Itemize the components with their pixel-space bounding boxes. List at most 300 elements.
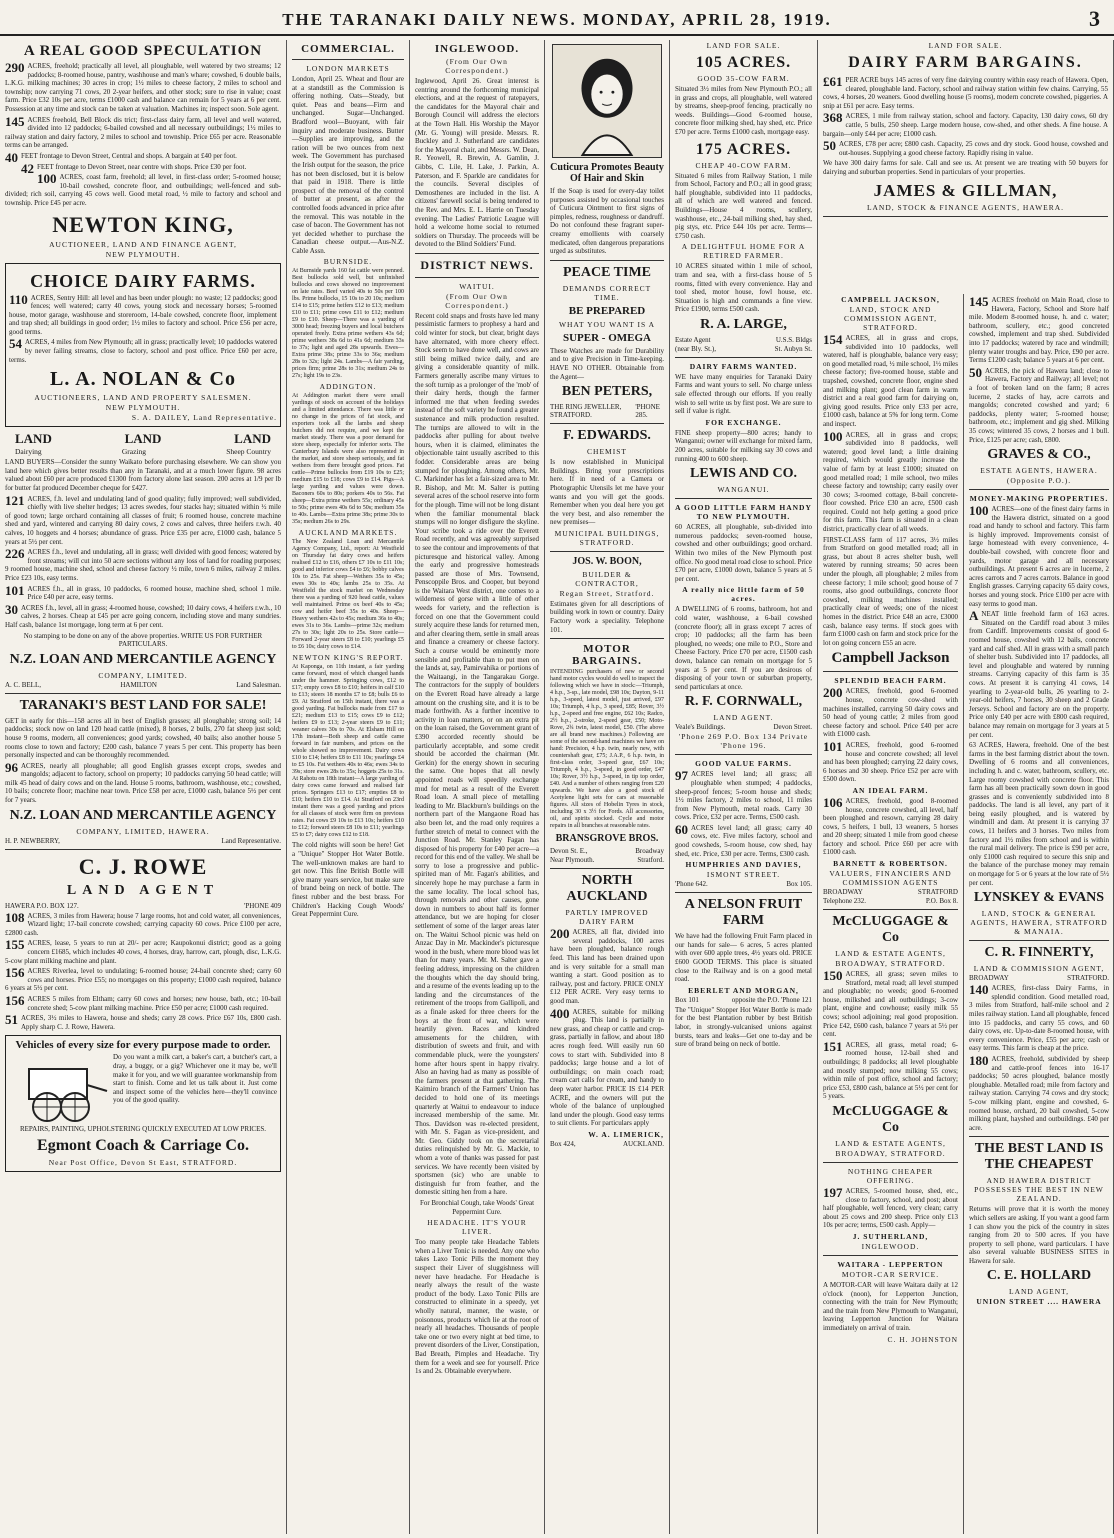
inglewood-from: (From Our Own Correspondent.) [445,57,509,75]
bransgrove-name: BRANSGROVE BROS. [555,833,659,845]
listing-text: ACRES, all in grass and crops; subdivided into 8 paddocks, well watered; good level land; a little draining required, which would greatly increase the value of farm by at least £1000; situated on good metalled road; 1 mile school, two miles cheese factory and township; carry easily over 30 cows; 3-roomed cottage, 8-bail concrete-floor cowshed. Price £30 an acre, £500 cash required. Could not help getting a good price for this farm. This farm is situated in a clean district, practically clear of all weeds. [823,430,958,534]
motor-heading: MOTOR BARGAINS. [572,643,642,668]
large-sig-c: (near Bly. St.), [675,344,716,353]
mccluggage-1-title: LAND & ESTATE AGENTS, [835,949,946,959]
edwards-name: F. EDWARDS. [563,428,651,444]
listing-item [823,76,1108,110]
waitara-sub: MOTOR-CAR SERVICE. [841,1269,940,1279]
eberlet-sig-b: opposite the P.O. 'Phone 121 [731,995,812,1004]
listing-number: 108 [5,909,25,925]
listing-text: ACRES, all flat, divided into several paddocks, 100 acres have been ploughed, balance rough feed. This land has been drained upon and is very suitable for a small man wanting a start. Good position as to railway, post and factory. PRICE ONLY £12 PER ACRE. Very easy terms to good man. [550,928,664,1005]
column-5 [670,40,818,1534]
listing-number: 368 [823,110,843,126]
mccluggage-2-title: LAND & ESTATE AGENTS, [835,1138,946,1148]
listing-number: 42 [21,160,34,176]
listing-text: ACRES, the pick of Hawera land; close to Hawera, Factory and Railway; all level; not a foot of broken land on the farm; 8 acres lucerne, 2 stacks of hay, acre carrots and mangolds; concreted cowshed and yard; 6 paddocks, plenty water; 5-roomed house; bathroom, etc.; implement and gig shed. Milking 35 cows; wintered 35 cows, 2 horses and 1 bull. Price, £125 per acre; cash, £800. [969,366,1109,444]
ideal-heading: AN IDEAL FARM. [852,785,929,795]
col5-forsale: LAND FOR SALE. [706,41,781,50]
listing-number: 54 [9,336,22,352]
lynskey-name: LYNSKEY & EVANS [973,890,1105,906]
rowe-name: C. J. ROWE [78,853,208,879]
peace-heading: PEACE TIME [562,264,652,280]
listing-text: ACRES 5 miles from Eltham; carry 60 cows and horses; new house, bath, etc.; 10-bail concrete shed; 5-cow plant milking machine. Price £50 per acre; £1000 cash required. [27,995,281,1012]
listing-text: ACRES, first-class Dairy Farms, in splendid condition. Good metalled road, 3 miles from Stratford, half-mile school and 2 miles railway station. Land all ploughable, fenced into 15 paddocks, and carry 55 cows, and 60 dairy cows, etc. Up-to-date 8-roomed house, with every convenience. Price, £55 per acre; cash or easy terms. This farm is cheap at the price. [969,984,1109,1053]
listing-text: ACRES, 5-roomed house, shed, etc., close to factory, school, and post; about half ploughable, well fenced, very clean; carry about 25 cows and 200 sheep. Price only £13 10s per acre; terms, £500 cash. Apply— [823,1186,958,1230]
listing-text: ACRES, lease, 5 years to run at 20/- per acre; Kaupokonui district; good as a going concern £1685, which includes 40 cows, 4 horses, dray, harrow, cart, plough, disc, L.K.G. 5-cow plant milking machine and plant. [5,939,281,965]
listing-item [5,939,281,965]
listing-text: ACRES, 3 miles from Hawera; house 7 large rooms, hot and cold water, all conveniences, Wizard light; 17-bail concrete cowshed; carrying capacity 60 cows. Price £100 per acre, £2800 cash. [5,911,281,937]
cornwall-sig-b: Devon Street. [773,723,812,732]
listing-item [9,291,277,337]
limerick-sig [550,1140,664,1148]
listing-item [823,970,958,1039]
choice-dairy-box [5,263,281,428]
listing-item [823,1184,958,1230]
best-land-heading: TARANAKI'S BEST LAND FOR SALE! [19,697,267,713]
land-headings [5,431,281,447]
masthead-title: THE TARANAKI DAILY NEWS. MONDAY, APRIL 28, 1919. [282,10,832,29]
listing-item [550,928,664,1005]
nz-loan-2-sig [5,837,281,845]
london-body: London, April 25. Wheat and flour are at a standstill as the Commission is offering nothing. Oats—Steady, but quiet. Peas and beans—Firm and unchanged. Sugar—Unchanged. Bradford wool—Buoyant, with fair inquiry and moderate business. Butter—Supplies are improving, and the ration will be two ounces from next week. The Government has purchased the Irish output for the season, the price has not been disclosed, but it is below that paid in 1918. There is little prospect of the removal of the control of butter at present, as after the controlled foods advanced in price after the removal. This was notable in the case of bacon. The Government has not yet decided whether to purchase the Canadian cheese output.—Aus-N.Z. Cable Assn. [292,75,404,255]
peters-name: BEN PETERS, [561,384,653,400]
listing-number: 290 [5,60,25,75]
large-sig-a: Estate Agent [675,335,711,344]
graves-address: (Opposite P.O.). [1006,476,1072,486]
rowe-sig [5,902,281,910]
listing-number: 197 [823,1184,843,1200]
waitui-heading: WAITUI. [459,281,495,291]
listing-item [5,601,281,630]
bransgrove-sig-c: Near Plymouth. [550,856,595,865]
egmont-name: Egmont Coach & Carriage Co. [37,1136,249,1154]
newton-king-city: NEW PLYMOUTH. [105,249,181,259]
listing-number: 101 [823,738,843,754]
listing-text: ACRES, freehold; practically all level, all ploughable, well watered by two streams; 12 paddocks; 8-roomed house, pantry, washhouse and man's whare; cowshed, 6 double bails, L.K.G. milking machines; 30 acres in crop; 1½ miles to cheese factory, 2 miles to school and township; now carrying 71 cows, 20 2-year heifers, and other stock; sure to rise in value; coast farm. Price £32 10s per acre, terms £1000 cash and balance can remain for 5 years at 6 per cent. Possession at any time and stock can be taken at valuation. Machines in; inspect soon. Sole agent. [5,62,281,113]
listing-item [823,428,958,534]
commercial-heading: COMMERCIAL. [301,43,395,55]
nelson-heading: A NELSON FRUIT FARM [684,897,803,929]
listing-item [5,967,281,993]
acres175-body: Situated 6 miles from Railway Station, 1 mile from School, Factory and P.O.; all in good grass; half ploughable, subdivided into 11 paddocks, all of which are well watered and fenced. Buildings—House 4 rooms, scullery, washhouse, etc., 24-bail milking shed, hay shed, pig stys, etc. Price £44 10s per acre. Terms—£750 cash. [675,171,812,240]
rowe-title: LAND AGENT [66,882,220,898]
graves-title: ESTATE AGENTS, HAWERA. [980,466,1098,476]
listing-item [823,112,1108,138]
johnston-name: C. H. JOHNSTON [887,1334,958,1344]
bransgrove-sig-d: Stratford. [637,856,664,865]
nz-loan-2: N.Z. LOAN AND MERCANTILE AGENCY [9,807,277,823]
peters-sig-a: THE RING JEWELLER, STRATFORD. [550,403,622,420]
lynskey-title: LAND, STOCK & GENERAL AGENTS, HAWERA, STRATFORD & MANAIA. [970,909,1108,937]
exchange-heading: FOR EXCHANGE. [705,417,782,427]
listing-number: 100 [823,428,843,444]
listing-text: ACRES—one of the finest dairy farms in the Hawera district, situated on a good road and handy to school and factory. This farm is highly improved. Improvements consist of large homestead with every convenience, 4-double-bail cowshed, with concrete floor and yards, motor garage and all necessary outbuildings. At present 6 acres are in lucerne, 2 acres carrots and 7 acres carrots. Balance in good English grasses. Carrying capacity 65 dairy cows, horses and young stock. Price £100 per acre with easy terms to good man. [969,505,1109,608]
humphries-sig-a: 'Phone 642. [675,880,708,889]
splendid-heading: SPLENDID BEACH FARM. [834,676,947,686]
listing-number: 51 [5,1012,18,1028]
humphries-sig-b: Box 105. [786,880,812,889]
addington-heading: ADDINGTON. [319,382,377,392]
burnside-heading: BURNSIDE. [323,257,373,267]
land-body: LAND BUYERS—Consider the sunny Waikato before purchasing elsewhere. We can show you land here which gives better results than any in Taranaki, and at a much lower figure. 98 acres valued about £60 per acre produced £1300 from factory alone last season. 200 acres at 1/9 per lb for butter fat produced December cheque for £427. [5,458,281,493]
hollard-title: LAND AGENT, [1008,1287,1070,1297]
nz-loan-1-sub: COMPANY, LIMITED. [98,670,188,680]
acres175-heading: 175 ACRES. [695,140,792,158]
listing-text: ACRES, Sentry Hill: all level and has been under plough: no waste; 12 paddocks; good fences; well watered; carry 40 cows, young stock and necessary horses; 5-roomed house, motor garage, washhouse and storeroom, 14-bale cowshed, concrete floor, implement and trap shed; all buildings in good order; 1½ miles to factory and school. Price £56 per acre, good terms. [9,293,277,336]
land-subheadings [5,447,281,456]
hollard-name: C. E. HOLLARD [986,1268,1092,1284]
burnside-body: At Burnside yards 160 fat cattle were penned. Best bullocks sold well, but unfinished bullocks and cows showed no improvement on late rates. Beef varied 40s to 50s per 100 lbs. Prime bullocks, 15 10s to 20 10s; medium £14 to £15; prime heifers £12 to £13; medium £10 to £11; prime cows £11 to £12; medium £9 to £10. Sheep—There was a yarding of 3000 head; freezing buyers and local butchers operated freely. Extra prime wethers 43s 6d; prime wethers 38s 6d to 41s 6d; medium 33s to 37s; light and aged 28s upwards. Ewes—Extra prime 38s; prime 33s to 36s; medium 28s to 32s; light 24s. Lambs—A fair yarding, prices firm; prime 28s to 31s; medium 24s to 27s; light 19s to 23s. [292,268,404,380]
listing-number: 156 [5,993,25,1008]
finnerty-sig [969,974,1109,982]
listing-number: 50 [969,364,982,380]
listing-text: FEET frontage to Devon Street, near centre with shops. Price £30 per foot. [37,162,247,171]
municipal-line: MUNICIPAL BUILDINGS, STRATFORD. [554,528,660,547]
col3-foot1: For Bronchial Cough, take Woods' Great Peppermint Cure. [419,1199,535,1216]
auckland-heading: AUCKLAND MARKETS. [298,528,398,538]
listing-text: FIRST-CLASS farm of 117 acres, 3½ miles from Stratford on good metalled road; all in grass, but about 8 acres shelter bush, well watered by running streams; 50 acres been under the plough, all ploughable; 2 miles from cheese factory; 1 mile school; good house of 7 rooms, also good outbuildings, concrete floor cowshed, milking machines installed; practically clear of weeds; one of the nicest homes in the district. Price £48 an acre, £3000 cash, balance easy terms. If stock goes with farm £1000 cash on farm and stock price for the lot on going concern £55 an acre. [823,535,958,647]
listing-item [823,334,958,429]
listing-item [823,687,958,739]
rowe-sig-b: 'PHONE 409 [244,901,281,910]
listing-text: ACRES f.h., level and undulating, all in grass; well divided with good fences; watered by front streams; will cut into 50 acre sections without any loss of land for roading purposes; 9 roomed house, machine shed, school and cheese factory ½ mile, town 6 miles, railway 2 miles. Price £23 10s, easy terms. [5,548,281,582]
london-heading: LONDON MARKETS [306,64,390,73]
eberlet-name: EBERLET AND MORGAN, [688,985,799,995]
ideal-listings [823,794,958,857]
nolan-name: L. A. NOLAN & Co [49,368,236,391]
listing-text: ACRES, freehold, good 6-roomed house, concrete cow-shed with machines installed, carrying 50 dairy cows and 50 head of young cattle; 2 miles from good cheese factory and school. Price £40 per acre with £1000 cash. [823,687,958,739]
boon-body: Estimates given for all descriptions of building work in town or country. Dairy Factory work a speciality. Telephone 101. [550,599,664,634]
king-body: At Kaponga, on 11th instant, a fair yarding came forward, most of which changed hands under the hammer. Springing cows, £12 to £17; empty cows £8 to £10; heifers in calf £10 to £13; steers 18 months £7 to £8; bulls £6 to £9. At Stratford on 15th instant, there was a good yarding. Fat bullocks made from £17 to £21; medium £13 to £15; cows £9 to £12; heifers £9 to £13; 2-year steers £9 to £11; weaner calves 30s to 70s. At Elsham Hill on 17th instant—Both sheep and cattle came forward in fair numbers, and prices on the whole showed no improvement. Dairy cows £10 to £14; heifers £8 to £11 10s; yearlings £4 to £5 10s. Fat wethers 40s to 46s; ewes 34s to 39s; store ewes 28s to 35s; hoggets 25s to 31s. At Rahotu on 18th instant—A large yarding of dairy cows came forward and realised fair prices. Springers £13 to £17; empties £8 to £10; heifers £10 to £14. At Stratford on 23rd instant there was a good yarding and prices for all classes of stock were firm on previous rates. Fat cows £9 10s to £13 10s; heifers £10 to £12; forward steers £8 10s to £11; yearlings £5 to £7; dairy cows £12 to £18. [292,664,404,839]
limerick-name: W. A. LIMERICK, [588,1129,664,1139]
vehicles-heading: Vehicles of every size for every purpose made to order. [15,1039,271,1052]
peters-sig [550,403,664,419]
choice-listings [9,291,277,365]
listing-item [969,984,1109,1053]
limerick-sig-b: AUCKLAND. [622,1139,664,1148]
splendid-listings [823,687,958,784]
listing-item [823,140,1108,157]
listing-item [823,794,958,857]
rowe-listings [5,909,281,1032]
north-heading: NORTH AUCKLAND [566,873,648,905]
listing-number: 101 [5,582,25,598]
listing-number: 106 [823,794,843,810]
finnerty-name: C. R. FINNERTY, [984,945,1094,961]
finnerty-sig-a: BROADWAY [969,974,1009,983]
delightful-body: 10 ACRES situated within 1 mile of school, tram and sea, with a first-class house of 5 rooms, fitted with every convenience. Hay and tool shed, motor house, fowl house, etc. Situation is high and commands a fine view. Price £1900, terms £500 cash. [675,262,812,314]
land-sub-2: Grazing [121,447,147,457]
listing-text: ACRES freehold on Main Road, close to Hawera, Factory, School and Store half mile. Modern 8-roomed house, h. and c. water; bathroom, scullery, etc.; good concreted cowshed, implement and trap shed. Subdivided into 17 paddocks; watered by race and windmill; plenty water troughs and bay. Price, £90 per acre. Terms £1200 cash; balance 5 years at 6 per cent. [969,296,1109,365]
cornwall-title: LAND AGENT. [713,713,774,723]
listing-number: 50 [823,138,836,154]
king-heading: NEWTON KING'S REPORT. [292,653,404,663]
campbell-name: CAMPBELL JACKSON, [841,295,940,304]
addington-body: At Addington market there were small yardings of stock on account of the holidays and a limited attendance. There was little or no change in the prices of fat stock, and exporters took all the lambs and sheep butchers did not require, and we kept the market steady. There was a poor demand for store sheep, especially for inferior sorts. The Canterbury Islands were also represented in the market, and store sheep seriously, and fat wethers from there brought good prices. Fat cattle—Prime bullocks from £19 10s to £25; medium £15 to £18; cows £9 to £14. Pigs—A large yarding and values were down. Baconers 60s to 80s; porkers 40s to 56s. Fat sheep—Extra prime wethers 55s; ordinary 45s to 50s; prime ewes 40s 6d to 50s; medium 35s to 40s. Lambs—Extra prime 38s; prime 30s to 35s; medium 26s to 29s. [292,393,404,526]
barnett-sig-d: P.O. Box 8. [925,897,958,906]
listing-number: 97 [675,768,688,784]
listing-number: 60 [675,821,688,837]
col7-listings [969,296,1109,444]
james-title: LAND, STOCK & FINANCE AGENTS, HAWERA. [866,202,1065,212]
dairy-foot: We have 300 dairy farms for sale. Call and see us. At present we are treating with 50 buyers for dairying and suburban properties. Send in particulars of your properties. [823,159,1108,176]
bestland-sub: AND HAWERA DISTRICT POSSESSES THE BEST IN NEW ZEALAND. [974,1176,1104,1204]
choice-heading: CHOICE DAIRY FARMS. [30,270,256,291]
waitui-body: Recent cold snaps and frosts have led many pessimistic farmers to prophesy a hard and cold winter for stock, but clear, bright days have alternated, with more cheery effect. Stock seem to have done well, and cows are still being milked twice daily, and are giving a considerable quantity of milk. Farmers generally ascribe many virtues to the soft turnip as a prolonger of the 'mob' of their dairy herds, though the farmer informed me that when feeding swedes instead of the soft variety he found a greater sustenance and milk production resulted. The turnips are allowed to wilt in the paddocks after pulling for about twelve hours, when it is claimed, eliminates the objectionable taint usually ascribed to this fodder. Considerable areas are being stumped for ploughing. Among others, Mr. C. Markinder has let a fair-sized area to Mr. R. Bishop, and Mr. M. Salter is putting several acres of the school reserve into form for the plough. Time will not be long distant when the familiar monumental black stumps will no longer disfigure the skyline. Your scribe took a ride over the Everett Road recently, and was agreeably surprised to see the contour and improvements of that picturesque and historical valley. Among the early and progressive homesteads passed are those of Mrs. Townsend, Penscoppile Bros. and Cooper, but beyond is the Waitara West district, one comes to a wilderness of gorse with a little of other weeds for variety, and the reflection is forced on one that the Government could surely acquire these lands for returned men, and after clearing them, settle in small areas and finance a creamery or cheese factory. Such a course would be eminently more sensible and profitable than to put men on the lands at, say, Pamirvahika or portions of the Waitaangi, in the Tangarakau Gorge. The contractors for the supply of boulders on the Everett Road have already a large amount on the crushing site, and it is to be made forthwith. As a further incentive to activity in loan matters, or on an extra pit on the loan raised, the Government grant of £390 accorded recently should be particularly acceptable, and some credit should be accorded the chairman (Mr. Gerkin) for the energy shown in securing the same. One hopes that all newly appointed roads will speedily exchange mud for metal as a result of the Everett Road loan. A small piece of metalling leading to Mr. Blackburn's buildings on the northern part of the Mangaone Road has also been let, and the road only requires a further stretch of metal to connect with the Junction Road. Mr. Stanley Fagan has disposed of his property for £40 per acre—a record for this end of the valley. We shall be sorry to lose a progressive and public-spirited man of Mr. Fagan's abilities, and sincerely hope he may purchase a farm in the same locality. The local school has, through removals and other causes, gone down in numbers to about half its former attendance, but we are hoping for closer settlement of some of the larger areas later on. The Waitui School picnic was held on Anzac Day in Mr. Mackinder's picturesque wood in the bush, where more blood was let than for many years. Mr. M. Salter gave a feeling address, impressing on the children the thoughts which the day should bring, and a resume of the events leading up to the landing and the circumstances of the retirement of the troops from Gallipoli, and as a finale asked for three cheers for the boys at the front of war, which were heartily given. Races and kindred amusements for the children, with distribution of sweets and fruit, and with commendable pluck, were the youngsters' home after hours spent in happy rivalry. Also an having had as many as possible of the farmers present at that gathering. The Kaimiro branch of the Farmers' Union has decided to hold one of its meetings quarterly at Waitui to endeavour to induce increased membership of the same. Mr. Thos. Davidson was re-elected president, with Mr. S. Fagan as vice-president, and Mr. Geo. Giddy took on the secretarial duties relinquished by Mr. G. Mackie, to whom a vote of thanks was passed for past services. We have recently been visited by sportsmen (sic) who are unable to distinguish fur from feather, and the domestic sitting hen from a hare. [415,311,539,1197]
peters-sig-b: 'PHONE 285. [635,403,660,420]
barnett-sig-c: Telephone 232. [823,897,867,906]
barnett-sig-2 [823,897,958,905]
col3-foot2: HEADACHE. IT'S YOUR LIVER. [427,1218,527,1237]
listing-item [5,113,281,150]
rowe-sig-a: HAWERA P.O. BOX 127. [5,901,79,910]
auckland-body: The New Zealand Loan and Mercantile Agency Company, Ltd., report: At Westfield on Thursday fat dairy cows and heifers realised £12 to £16, others £7 10s to £11 10s; good and inferior cows £4 to £6; bobby calves 10s to 25s. Fat sheep—Wethers 35s to 45s; ewes 30s to 40s; lambs 25s to 35s. At Westfield the stock market on Wednesday there was a yarding of 920 head cattle, values well maintained. Prime ox beef 40s to 45s; cow and heifer beef 35s to 40s. Sheep—Heavy wethers 42s to 45s; medium 36s to 40s; ewes 31s to 36s. Lambs—prime 32s; medium 27s to 30s; light 20s to 25s. Store cattle—Forward 2-year steers £8 to £10; yearlings £5 to £6 10s; dairy cows to £14. [292,539,404,651]
boon-name: JOS. W. BOON, [572,555,642,567]
column-1 [0,40,287,1534]
nelson-body: We have had the following Fruit Farm placed in our hands for sale— 6 acres, 5 acres planted with over 600 apple trees, 4½ years old. PRICE £600 GOOD TERMS. This place is situated close to the Railway and is on a good metal road. [675,932,812,984]
listing-item [5,909,281,938]
barnett-name: BARNETT & ROBERTSON. [833,859,948,869]
listing-item [5,62,281,114]
listing-text: ACRES f.h., level, all in grass; 4-roomed house, cowshed; 10 dairy cows, 4 heifers r.w.h., 10 calves, 2 horses. Cheap at £45 per acre going concern, including stove and many sundries. Half cash, balance 1st mortgage, long term at 6 per cent. [5,603,281,629]
listing-number: 40 [5,149,18,165]
listing-number: 156 [5,965,25,981]
large-sig-b: U.S.S. Bldgs [775,335,812,344]
finnerty-sig-b: STRATFORD. [1067,974,1109,983]
masthead [0,0,1114,36]
listing-item [969,296,1109,365]
land-listings [5,492,281,630]
col3-foot3: Too many people take Headache Tablets when a Liver Tonic is needed. Any one who takes Laxo Tonic Pills the moment they suspect their Liver of sluggishness will never have headache. For Headache is nearly always the result of the waste product of the body. Laxo Tonic Pills are constructed to eliminate in a speedy, yet wholly natural, manner, the waste, or poisonous, products which lie at the root of nearly all headaches. Thousands of people take one or two every night at bed time, to prevent disorders of the Liver, Constipation, Bad Breath, Pimples and Headache. Try them for a week and see for yourself. Price 1s and 2s. Obtainable everywhere. [415,1238,539,1376]
listing-item [9,338,277,364]
graves-name: GRAVES & CO., [987,447,1091,463]
egmont-address: Near Post Office, Devon St East, STRATFORD. [48,1157,238,1167]
listing-text: ACRES, suitable for milking plug. This land is partially in new grass, and cheap or cattle and crop-grass, partially in fallow, and about 180 acres rough feed. Will easily run 60 cows to start with. Subdivided into 8 paddocks; large house and a lot of outbuildings; on main coach road; cream cart calls for cream, and handy to deep water harbor. PRICE IS £14 PER ACRE, and the owners will put the whole of the balance of unploughed land under the plough. Good easy terms to suit clients. For particulars apply [550,1007,664,1128]
nice-body: A DWELLING of 6 rooms, bathroom, hot and cold water, washhouse, a 6-bail cowshed (concrete floor); all in grass except 7 acres of crop; 10 paddocks; all the farm has been ploughed, no weeds; one mile to P.O., Store and Cheese Factory. Price £70 per acre, £1500 cash down, balance can remain on mortgage for 5 years at 5 per cent. If you are desirous of disposing of your town or suburban property, send particulars at once. [675,605,812,691]
land-head-1: LAND [15,431,52,447]
best-item-number: 96 [5,759,18,775]
unique-body: The "Unique" Stopper Hot Water Bottle is made for the best Plantation rubber by best British labor, in strongly-vulcanised unions against bursts, tears and leaks—Get one to-day and be sure of brand being on neck of bottle. [675,1005,812,1049]
listing-item [5,995,281,1012]
listing-text: ACRES, freehold, subdivided by sheep and cattle-proof fences into 16-17 paddocks; 50 acres ploughed, balance mostly ploughable. Metalled road; mile from factory and railway station. Carrying 74 cows and dry stock; 5-cow milking plant, engine and cowshed, 6-roomed house, orchard, 20 bail cowshed, 5-cow milking plant, hayshed and outbuildings. £40 per acre. [969,1054,1109,1132]
listing-item [5,149,281,165]
bestland-heading: THE BEST LAND IS THE CHEAPEST [974,1141,1104,1173]
listing-text: 63 ACRES, Hawera, freehold. One of the best farms in the best farming district about the town. Dwelling of 6 rooms and all conveniences, including h. and c. water, bathroom, scullery, etc. Large roomy cowshed with concrete floor. This farm has all been practically sown down in good grasses and is conveniently subdivided into 8 paddocks. The land is all level, any part of it being easily ploughed, and is watered by windmill and dam. At present it is carrying 37 cows, 11 heifers and 3 horses. Two miles from factory and 1½ miles from school and is within the rural mail delivery. The price is £90 per acre, only £1000 cash required to secure this snip and the balance of the purchase money may remain on mortgage for 5 or 6 years at the low rate of 5½ per cent. [969,741,1109,887]
listing-number: 110 [9,291,28,307]
col6-forsale: LAND FOR SALE. [928,41,1003,50]
motor-body: INTENDING purchasers of new or second hand motor cycles would do well to inspect the following which we have in stock:—Triumph, 4 h.p., 3-sp., late model, £98 10s; Dayton, 9-11 h.p., 3-speed, latest model, just arrived, £97 10s; Triumph, 4 h.p., 3 speed, £85; Rover, 3½ h.p., 2-speed and free engine, £62 10s; Radco, 2½ h.p., 2-stroke, 2-speed gear, £50; Moto-Rove, 2¾ twin, latest model, £50. (The above are all brand new machines.) Following are some of the second-hand machines we have on hand: Precision, 4 h.p. twin, nearly new, with countershaft gear, £75; J.A.P., 6 h.p. twin, in first-class order, 3-speed gear, £67 10s; Triumph, 4 h.p., 3-speed, in good order, £47 10s; Rover, 3½ h.p., 3-speed, in tip top order, £40. And a number of others ranging from £20 upwards. We have also a good stock of Acetylene light sets for cars at reasonable figures. All sizes of Hobelin Tyres in stock, including 30 x 3½ for Fords. All accessories, oil, and spirits stocked. Cycle and motor repairs in all branches at reasonable rates. [550,669,664,830]
eberlet-sig-a: Box 101 [675,995,699,1004]
nolan-rep: S. A. DAILEY, Land Representative. [131,413,277,423]
money-heading: MONEY-MAKING PROPERTIES. [969,494,1109,504]
acres175-sub: CHEAP 40-COW FARM. [695,160,792,170]
barnett-sig-a: BROADWAY [823,888,863,897]
eberlet-sig [675,996,812,1004]
lewis-name: LEWIS AND CO. [690,466,797,482]
listing-text: ACRES f.h., all in grass, 10 paddocks, 6 roomed house, machine shed, school 1 mile. Price £40 per acre, easy terms. [27,584,281,602]
listing-item [675,770,812,822]
large-sig-2 [675,345,812,353]
humphries-name: HUMPHRIES AND DAVIES, [685,860,802,870]
listing-text: PER ACRE buys 145 acres of very fine dairying country within easy reach of Hawera. Open, cleared, ploughable land. Factory, school and railway station within few chains. Carrying, 55 cows, 4 horses, 20 weaners. Good dwelling house (5 rooms), modern concrete cowshed, piggeries. A snip at £61 per acre. Easy terms. [823,76,1108,110]
waitara-heading: WAITARA - LEPPERTON [837,1259,944,1269]
prepared-heading: BE PREPARED [568,304,646,317]
mccluggage-1-name: McCLUGGAGE & Co [832,914,949,946]
chemist-line: CHEMIST [587,447,627,457]
james-name: JAMES & GILLMAN, [873,180,1058,200]
listing-number: 226 [5,546,25,562]
large-sig-d: St. Aubyn St. [774,344,812,353]
nz-loan-1: N.Z. LOAN AND MERCANTILE AGENCY [9,651,277,667]
listing-item [5,548,281,582]
sutherland-name: J. SUTHERLAND, [852,1231,929,1241]
listing-number: 180 [969,1052,989,1068]
listing-item [5,1014,281,1031]
delightful-heading: A DELIGHTFUL HOME FOR A RETIRED FARMER. [681,242,806,261]
woman-portrait-illustration [553,45,661,157]
listing-number: £61 [823,74,843,89]
nz1-sig-a: A. C. BELL, [5,680,41,689]
bransgrove-sig-a: Devon St. E., [550,847,588,856]
listing-item [675,821,812,858]
mccluggage-1-city: BROADWAY, STRATFORD. [835,959,946,969]
little-heading: A GOOD LITTLE FARM HANDY TO NEW PLYMOUTH. [675,503,812,522]
dairy-listings [823,76,1108,157]
inglewood-body: Inglewood, April 26. Great interest is centring around the forthcoming municipal elections, and at the request of ratepayers, the candidates for the Mayoral chair and Borough Council will address the electors at the Town Hall. His Worship the Mayor (Mr. G. Young) will preside. Messrs. R. Buckley and J. Sutherland are candidates for the Mayoral chair, and Messrs. W. Dean, R. Yeowell, R. Brewin, A. Gamlin, J. Gibbs, C. Lile, H. Lake, J. Parkin, A. Paterson, and F. Sparkle are candidates for the councils. Several disciples of Demosthenes are included in the list. A citizens' farewell social is being tendered to the Rev. and Mrs. E. L. Harrie on Tuesday evening. The Ladies' Patriotic League will hold a welcome home social to returned soldiers on Thursday. The proceeds will be devoted to the Blind Soldiers' Fund. [415,77,539,249]
mccluggage-2-name: McCLUGGAGE & Co [832,1103,949,1135]
inglewood-heading: INGLEWOOD. [434,43,520,55]
north-sub: PARTLY IMPROVED DAIRY FARM [565,908,649,927]
listing-text: ACRES freehold, Bell Block dis trict; first-class dairy farm, all level and well watered, divided into 12 paddocks; 6-bailed cowshed and all necessary outbuildings; 1½ miles to railway station and dairy factory, 2 miles to school and township. Price £65 per acre. Reasonable terms can be arranged. [5,115,281,150]
best-item-text: ACRES, nearly all ploughable; all good English grasses except crops, swedes and mangolds; adjacent to factory, school on property; 10 paddocks carrying 50 head cattle; will milk 45 head of dairy cows and on the land. House 5 rooms, bathroom, washhouse, etc.; cowshed, 10 bails; concrete floor; machine near town. Price £58 per acre, £1000 cash, balance 5½ per cent for 7 years. [5,761,281,805]
north-listings [550,928,664,1128]
boon-address: Regan Street, Stratford. [559,588,655,598]
listing-number: 154 [823,332,843,347]
a-real-heading: A REAL GOOD SPECULATION [23,43,263,59]
large-name: R. A. LARGE, [700,316,787,332]
listing-item [969,505,1109,608]
money-listings [969,505,1109,887]
column-4 [545,40,670,1534]
nz2-sig-b: Land Representative. [221,836,281,845]
mccluggage-2-city: BROADWAY, STRATFORD. [835,1148,946,1158]
listing-text: ACRES, freehold, good 8-roomed house, concrete cowshed, all level, half been ploughed and resown, carrying 28 dairy cows, 5 heifers, 1 bull, 13 weaners, 5 horses and 20 sheep; situated 1 mile from good cheese factory and school. Price £60 per acre with £1000 cash. [823,796,958,857]
vehicles-ad [5,1035,281,1172]
listing-item [5,173,281,207]
newton-king-title: AUCTIONEER, LAND AND FINANCE AGENT, [49,239,237,249]
barnett-sig-b: STRATFORD [917,888,958,897]
nice-heading: A really nice little farm of 50 acres. [682,585,805,604]
limerick-sig-a: Box 424, [550,1139,576,1148]
listing-item [823,738,958,784]
col2-foot: The cold nights will soon be here! Get a "Unique" Stopper Hot Water Bottle. The well-unknown makes are hard to get now. This fine British Bottle will give many years service, but make sure of brand being on neck of bottle. The finest rubber and the best brass. For Children's Hacking Cough Woods' Great Peppermint Cure. [292,841,404,919]
column-7 [964,294,1114,1534]
listing-number: 100 [37,171,57,187]
edwards-body: Is now established in Municipal Buildings. Bring your prescriptions here. If in need of a Camera or Photographic Utensils let me have your wants and you will get the goods. Remember when you deal here you get the very best, and also remember the new premises— [550,458,664,527]
lewis-city: WANGANUI. [717,485,770,495]
listing-number: 150 [823,968,843,984]
nolan-title: AUCTIONEERS, LAND AND PROPERTY SALESMEN. [34,393,252,403]
listing-number: 155 [5,937,25,953]
wanted-body: WE have many enquiries for Taranaki Dairy Farms and want yours to sell. No charge unless sale effected through our efforts. If you really wish to sell write us by first post. We are sure to sell if value is right. [675,372,812,416]
little-body: 60 ACRES, all ploughable, sub-divided into numerous paddocks; seven-roomed house, cowshed and other outbuildings; good orchard. Within two miles of the New Plymouth post office. No good metal road close to school. Price £70 per acre, £1000 down, balance 5 years at 5 per cent. [675,523,812,583]
land-head-3: LAND [234,431,271,447]
listing-text: ACRES level land; all grass; all ploughable when stumped; 4 paddocks, sheep-proof fences; 5-room house and sheds; 1½ miles factory, 2 miles to school, 11 miles from New Plymouth, metal roads. Carry 30 cows. Price, £32 per acre. Terms, £500 cash. [675,770,812,822]
sutherland-city: INGLEWOOD. [861,1241,920,1251]
cornwall-phone: 'Phone 269 P.O. Box 134 Private 'Phone 196. [678,732,809,751]
acres105-body: Situated 3½ miles from New Plymouth P.O.; all in grass and crops, all ploughable, well watered by streams, sheep-proof fencing, practically no weeds. Buildings—Good 6-roomed house, concrete floor milking shed, hay shed, etc. Price £70 per acre. Terms £1000 cash, mortgage easy. [675,85,812,136]
value-heading: GOOD VALUE FARMS. [695,759,792,769]
land-sub-3: Sheep Country [226,447,271,457]
humphries-sig [675,880,812,888]
listing-number: 145 [5,113,25,129]
cuticura-body: If the Soap is used for every-day toilet purposes assisted by occasional touches of Cuticura Ointment to first signs of pimples, redness, roughness or dandruff. Do not confound these fragrant super-creamy emollients with coarsely medicated, often dangerous preparations urged as substitutes. [550,187,664,256]
finnerty-listings [969,984,1109,1132]
waitui-from: (From Our Own Correspondent.) [445,291,509,310]
listing-text: ACRES, coast farm, freehold; all level, in first-class order; 5-roomed house; 10-bail cowshed, concrete floor, and outbuildings; well-fenced and sub-divided; rich soil, carrying 45 cows well. Good metal road, ½ mile to factory and school and township. Price £45 per acre. [5,173,281,207]
value-listings [675,770,812,858]
listing-text: NEAT little freehold farm of 163 acres. Situated on the Cardiff road about 3 miles from Cardiff. Improvements consist of good 6-roomed house, cowshed with 12 bails, concrete yard and calf shed. All in grass with a small patch of shelter bush. Subdivided into 17 paddocks, all level and ploughable and watered by running streams. Carrying capacity of this farm is 35 cows. At present it is carrying 41 cows, 14 yearling to 2-year-old bulls, 26 yearling to 2-year-old heifers, 7 horses, 30 sheep and 2 Grade Jerseys. School and factory are on the property. Price only £40 per acre with £800 cash required, balance may remain on mortgage for 3 years at 5 per cent. [969,610,1109,739]
listing-text: ACRES, freehold, good 6-roomed house and concrete cowshed; all level and has been ploughed; carrying 22 dairy cows, 6 horses and 30 sheep. Price £52 per acre with £500 down. [823,740,958,784]
cornwall-sig [675,723,812,731]
column-3 [410,40,545,1534]
nz2-sig-a: H. P. NEWBERRY, [5,836,60,845]
a-real-listings [5,62,281,208]
listing-item [5,582,281,602]
humphries-address: ISMONT STREET. [706,870,781,880]
land-sub-1: Dairying [15,447,42,457]
listing-text: ACRES, f.h. level and undulating land of good quality; fully improved; well subdivided, chiefly with live shelter hedges; 13 acres swedes, four stacks hay; situated within ½ mile of good town; large orchard containing all classes of fruit; 6 roomed house, concrete machine shed and yard, wintered and carrying 80 dairy cows, 2 cows and calves, three heifers r.w.h. 40 calves, 10 hoggets and 4 horses; abundance of grass. Price £35 per acre, £1000 cash, balance 5 years at 5½ per cent. [5,494,281,546]
listing-item [823,1038,958,1101]
nz-loan-1-sig [5,681,281,689]
listing-item [5,492,281,547]
bransgrove-sig [550,847,664,855]
listing-item [969,1052,1109,1132]
wanted-heading: DAIRY FARMS WANTED. [689,361,798,371]
cornwall-name: R. F. CORNWALL, [684,694,803,710]
column-6-lower [818,294,964,1534]
boon-title: BUILDER & CONTRACTOR, [575,569,639,588]
listing-text: ACRES, all grass; seven miles to Stratford, metal road; all level stumped and ploughable; no weeds; good 6-roomed house, milkshed and all outbuildings; 3-cow plant, engine and cowhouse; easily milk 55 cows; school adjoining; real good proposition. Price £42, £600 cash, balance 7 years at 5½ per cent. [823,970,958,1039]
acres105-heading: 105 ACRES. [695,54,792,71]
cheaper-listings [823,1184,958,1230]
omega-heading: SUPER - OMEGA [563,331,651,344]
listing-number: 200 [550,926,570,942]
listing-item [969,741,1109,887]
listing-text: ACRES level land; all grass; carry 40 cows, etc. Five miles factory, school and good cowsheds, 5-room house, cow shed, hay shed, etc. Price, £30 per acre. Terms, £300 cash. [675,823,812,858]
nz-loan-2-sub: COMPANY, LIMITED, HAWERA. [76,826,210,836]
listing-number: 140 [969,982,989,998]
cuticura-ad-image [552,44,662,158]
land-foot: No stamping to be done on any of the above properties. WRITE US FOR FURTHER PARTICULARS. [23,631,263,649]
vehicles-body: Do you want a milk cart, a baker's cart, a butcher's cart, a dray, a buggy, or a gig? Whichever one it may be, we'll make it for you, and we will guarantee workmanship from start to finish. Come and let us talk about it. Just come and inspect some of the vehicles here—they'll convince you of the good quality. [113,1053,277,1105]
district-heading: DISTRICT NEWS. [420,257,534,272]
nolan-city: NEW PLYMOUTH. [105,403,181,413]
nz1-sig-b: HAMILTON [120,680,157,689]
listing-text: ACRES, all grass, metal road; 6-roomed house, 12-bail shed and outbuildings; 8 paddocks; all level ploughable and mostly stumped; now milking 55 cows; within mile of post office, school and factory; price £53, £800 cash, balance at 5½ per cent for 5 years. [823,1040,958,1101]
listing-text: ACRES, £78 per acre; £800 cash. Capacity, 25 cows and dry stock. Good house, cowshed and out-houses. Supplying a good cheese factory. Rapidly rising in value. [839,140,1108,157]
exchange-body: FINE sheep property—800 acres; handy to Wanganui; owner will exchange for mixed farm, 200 acres, suitable for milking say 30 cows and running 400 to 600 sheep. [675,428,812,463]
listing-item [969,364,1109,444]
listing-text: ACRES, 4 miles from New Plymouth; all in grass; practically level; 10 paddocks watered by never failing streams, close to factory, school and post office. Price £60 per acre, terms. [9,338,277,364]
listing-text: ACRES Riverlea, level to undulating; 6-roomed house; 24-bail concrete shed; carry 60 cows and horses. Price £55; no mortgages on this property; £1000 cash required, balance 6 years at 5½ per cent. [5,967,281,993]
listing-number: 30 [5,601,18,617]
listing-number: 400 [550,1005,570,1021]
bransgrove-sig-b: Broadway [635,847,664,856]
listing-number: 200 [823,685,843,701]
best-land-item [5,759,281,805]
listing-item [5,160,281,176]
